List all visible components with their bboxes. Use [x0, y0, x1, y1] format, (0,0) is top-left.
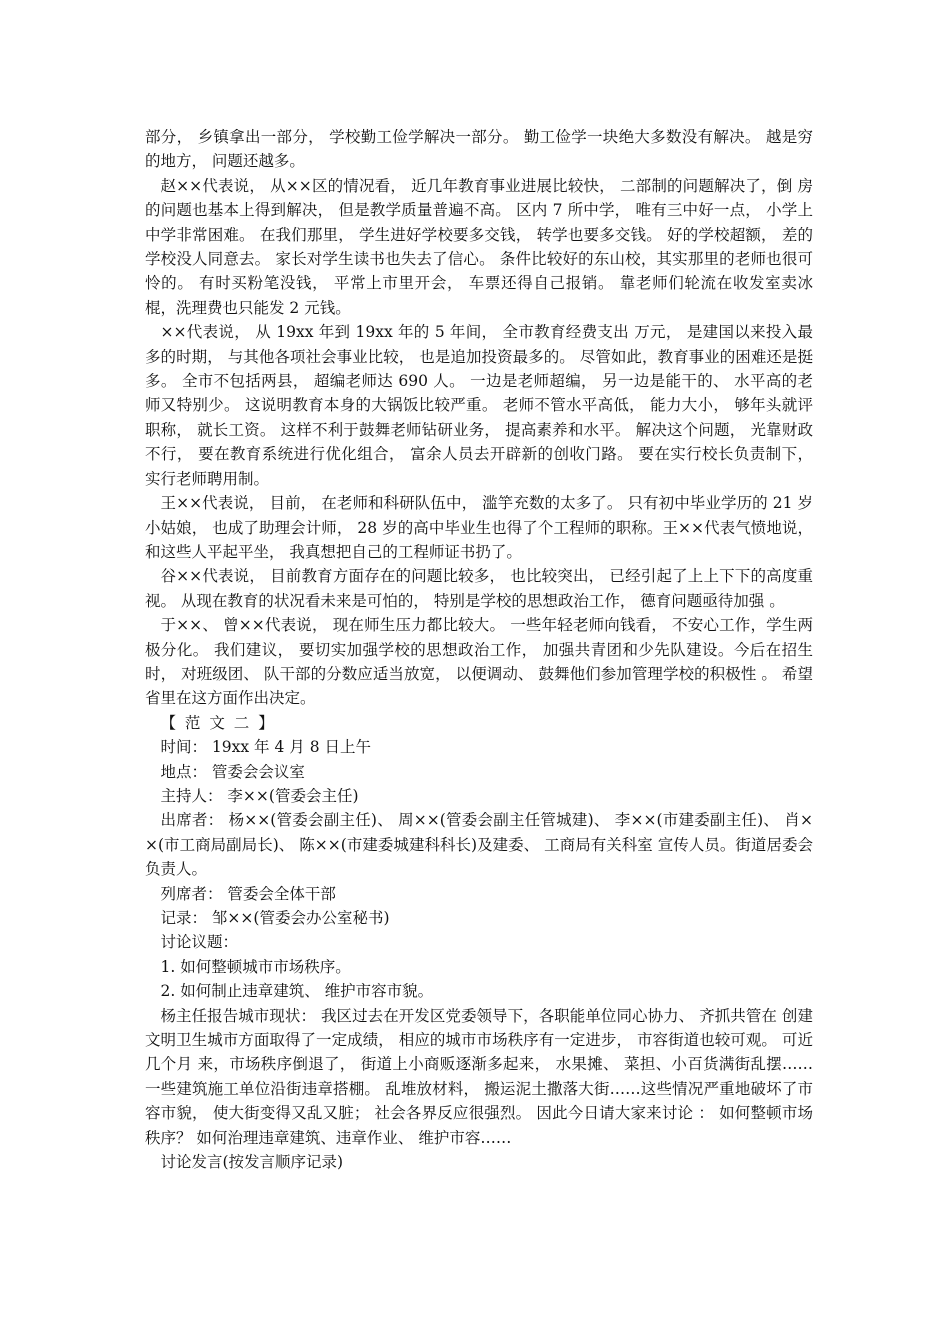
paragraph-yu-zeng-statement: 于××、 曾××代表说， 现在师生压力都比较大。 一些年轻老师向钱看， 不安心工作，学生两极分化。 我们建议， 要切实加强学校的思想政治工作， 加强共青团和少先队建设。今后在招生时， 对班级团、 队干部的分数应适当放宽， 以便调动、 鼓舞他们参加管理学校的积极性 。 希望省里在这方面作出决定。 [145, 616, 813, 708]
paragraph-director-report: 杨主任报告城市现状： 我区过去在开发区党委领导下，各职能单位同心协力、 齐抓共管在 创建文明卫生城市方面取得了一定成绩， 相应的城市市场秩序有一定进步， 市容街道也较可观。 可近几个月 来，市场秩序倒退了， 街道上小商贩逐渐多起来， 水果摊、 菜担、小百货满街乱摆……一些建筑施工单位沿街违章搭棚。 乱堆放材料， 搬运泥土撒落大街……这些情况严重地破坏了市容市貌， 使大街变得又乱又脏； 社会各界反应很强烈。 因此今日请大家来讨论 ： 如何整顿市场秩序？ 如何治理违章建筑、违章作业、 维护市容…… [145, 1006, 813, 1147]
discussion-speech-label: 讨论发言(按发言顺序记录) [160, 1153, 344, 1172]
meeting-host: 主持人： 李××(管委会主任) [160, 786, 359, 805]
meeting-observers: 列席者： 管委会全体干部 [160, 884, 336, 903]
discussion-topic-1: 1. 如何整顿城市市场秩序。 [160, 957, 351, 976]
paragraph-intro-continuation: 部分， 乡镇拿出一部分， 学校勤工俭学解决一部分。 勤工俭学一块绝大多数没有解决。 越是穷的地方， 问题还越多。 [145, 128, 813, 171]
paragraph-zhao-statement: 赵××代表说， 从××区的情况看， 近几年教育事业进展比较快， 二部制的问题解决了，倒 房的问题也基本上得到解决， 但是教学质量普遍不高。 区内 7 所中学， 唯有三中好一点， 小学上中学非常困难。 在我们那里， 学生进好学校要多交钱， 转学也要多交钱。 好的学校超额， 差的学校没人同意去。 家长对学生读书也失去了信心。 条件比较好的东山校，其实那里的老师也很可怜的。 有时买粉笔没钱， 平常上市里开会， 车票还得自己报销。 靠老师们轮流在收发室卖冰棍，洗理费也只能发 2 元钱。 [145, 176, 813, 317]
meeting-recorder: 记录： 邹××(管委会办公室秘书) [160, 909, 390, 927]
paragraph-wang-statement: 王××代表说， 目前， 在老师和科研队伍中， 滥竽充数的太多了。 只有初中毕业学历的 21 岁小姑娘， 也成了助理会计师， 28 岁的高中毕业生也得了个工程师的职称。王××代表气愤地说， 和这些人平起平坐， 我真想把自己的工程师证书扔了。 [145, 494, 813, 561]
meeting-attendees: 出席者： 杨××(管委会副主任)、 周××(管委会副主任管城建)、 李××(市建委副主任)、 肖××(市工商局副局长)、 陈××(市建委城建科科长)及建委、 工商局有关科室 宣传人员。街道居委会负责人。 [145, 811, 813, 879]
section-heading-sample-two: 【 范 文 二 】 [160, 713, 276, 732]
discussion-topics-label: 讨论议题： [160, 933, 239, 952]
meeting-location: 地点： 管委会会议室 [160, 762, 305, 781]
meeting-time: 时间： 19xx 年 4 月 8 日上午 [160, 738, 371, 757]
discussion-topic-2: 2. 如何制止违章建筑、 维护市容市貌。 [160, 982, 434, 1001]
paragraph-gu-statement: 谷××代表说， 目前教育方面存在的问题比较多， 也比较突出， 已经引起了上上下下的高度重视。 从现在教育的状况看未来是可怕的， 特别是学校的思想政治工作， 德育问题亟待加强 。 [145, 567, 813, 610]
paragraph-delegate-statement: ××代表说， 从 19xx 年到 19xx 年的 5 年间， 全市教育经费支出 万元， 是建国以来投入最多的时期， 与其他各项社会事业比较， 也是追加投资最多的。 尽管如此，教育事业的困难还是挺多。 全市不包括两县， 超编老师达 690 人。 一边是老师超编， 另一边是能干的、 水平高的老师又特别少。 这说明教育本身的大锅饭比较严重。 老师不管水平高低， 能力大小， 够年头就评职称， 就长工资。 这样不利于鼓舞老师钻研业务， 提高素养和水平。 解决这个问题， 光靠财政不行， 要在教育系统进行优化组合， 富余人员去开辟新的创收门路。 要在实行校长负责制下， 实行老师聘用制。 [145, 323, 813, 488]
document-page [145, 125, 813, 1174]
